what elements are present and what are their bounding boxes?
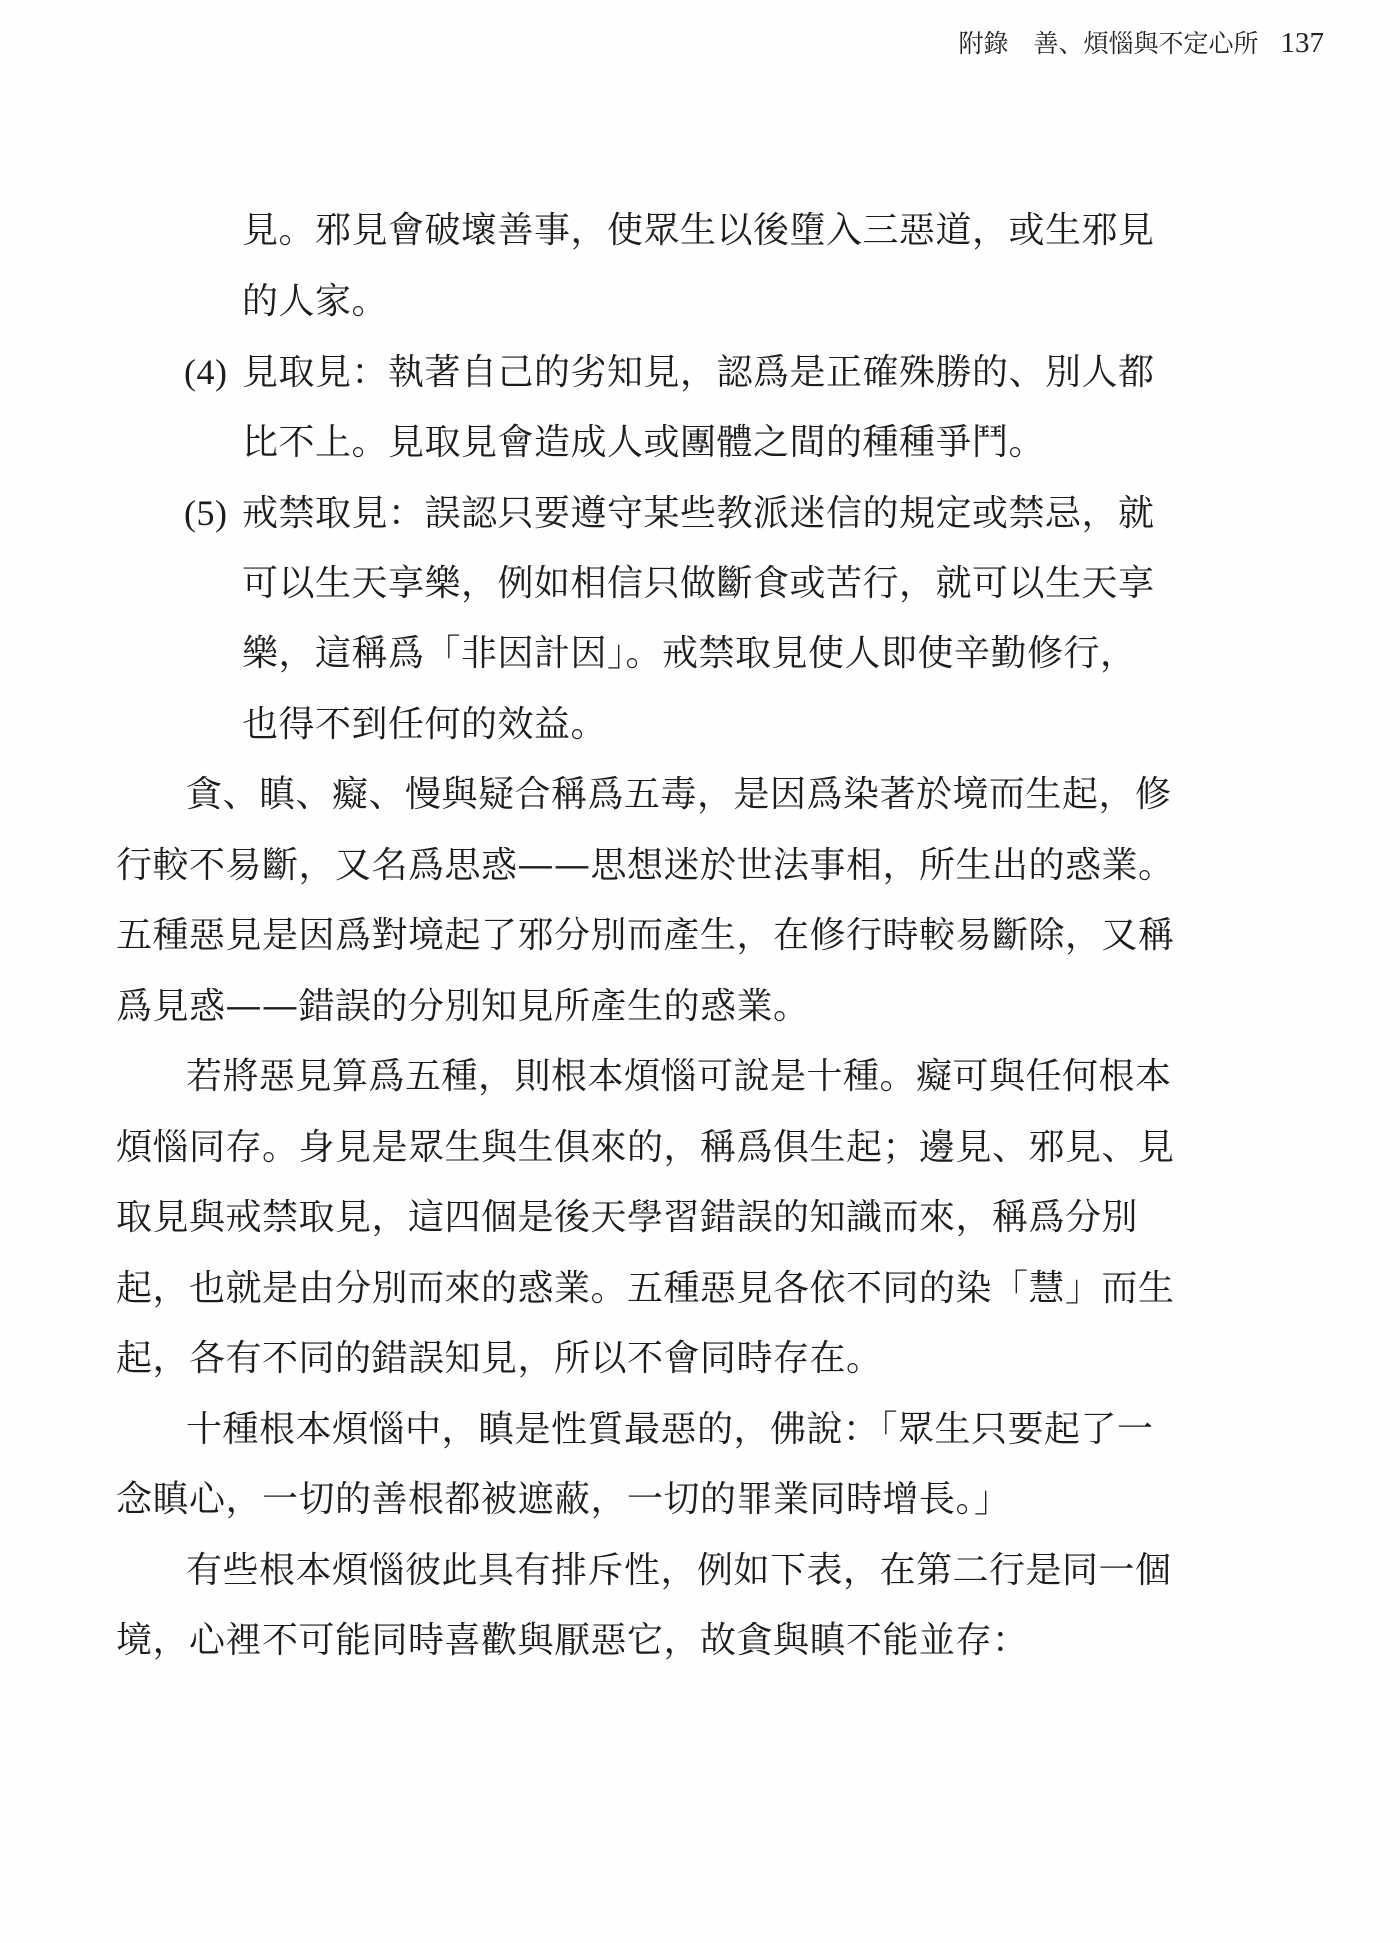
running-header <box>958 24 1324 60</box>
text-line: 煩惱同存。身見是眾生與生俱來的，稱爲俱生起；邊見、邪見、見 <box>116 1126 1175 1168</box>
text-line: 比不上。見取見會造成人或團體之間的種種爭鬥。 <box>242 421 1046 463</box>
text-line: 戒禁取見：誤認只要遵守某些教派迷信的規定或禁忌，就 <box>242 493 1155 534</box>
text-line: 五種惡見是因爲對境起了邪分別而產生，在修行時較易斷除，又稱 <box>116 915 1175 956</box>
text-line: 可以生天享樂，例如相信只做斷食或苦行，就可以生天享 <box>242 562 1155 604</box>
list-item-5 <box>116 478 1246 549</box>
list-item-4 <box>116 337 1246 408</box>
text-line: 取見與戒禁取見，這四個是後天學習錯誤的知識而來，稱爲分別 <box>116 1197 1139 1238</box>
text-line: 行較不易斷，又名爲思惑——思想迷於世法事相，所生出的惑業。 <box>116 844 1175 886</box>
text-line: 見取見：執著自己的劣知見，認爲是正確殊勝的、別人都 <box>242 352 1155 393</box>
text-line: 見。邪見會破壞善事，使眾生以後墮入三惡道，或生邪見 <box>242 210 1155 251</box>
paragraph-start-line: 貪、瞋、癡、慢與疑合稱爲五毒，是因爲染著於境而生起，修 <box>186 774 1172 815</box>
item-number: (4) <box>184 352 228 392</box>
text-line: 起，也就是由分別而來的惑業。五種惡見各依不同的染「慧」而生 <box>116 1267 1175 1309</box>
text-line: 境，心裡不可能同時喜歡與厭惡它，故貪與瞋不能並存： <box>116 1620 1029 1661</box>
item-number: (5) <box>184 493 228 533</box>
body-text <box>116 196 1246 1677</box>
paragraph-start-line: 若將惡見算爲五種，則根本煩惱可說是十種。癡可與任何根本 <box>186 1056 1172 1097</box>
text-line: 樂，這稱爲「非因計因」。戒禁取見使人即使辛勤修行， <box>242 633 1137 674</box>
text-line: 的人家。 <box>242 280 389 322</box>
paragraph-start-line: 有些根本煩惱彼此具有排斥性，例如下表，在第二行是同一個 <box>186 1549 1172 1591</box>
text-line: 念瞋心，一切的善根都被遮蔽，一切的罪業同時增長。」 <box>116 1479 1011 1520</box>
text-line: 起，各有不同的錯誤知見，所以不會同時存在。 <box>116 1338 883 1379</box>
page-number: 137 <box>1280 27 1324 59</box>
text-line: 也得不到任何的效益。 <box>242 703 608 745</box>
text-line: 爲見惑——錯誤的分別知見所產生的惑業。 <box>116 985 810 1027</box>
paragraph-start-line: 十種根本煩惱中，瞋是性質最惡的，佛說：「眾生只要起了一 <box>186 1408 1154 1450</box>
header-section-title: 附錄 善、煩惱與不定心所 <box>958 29 1259 58</box>
